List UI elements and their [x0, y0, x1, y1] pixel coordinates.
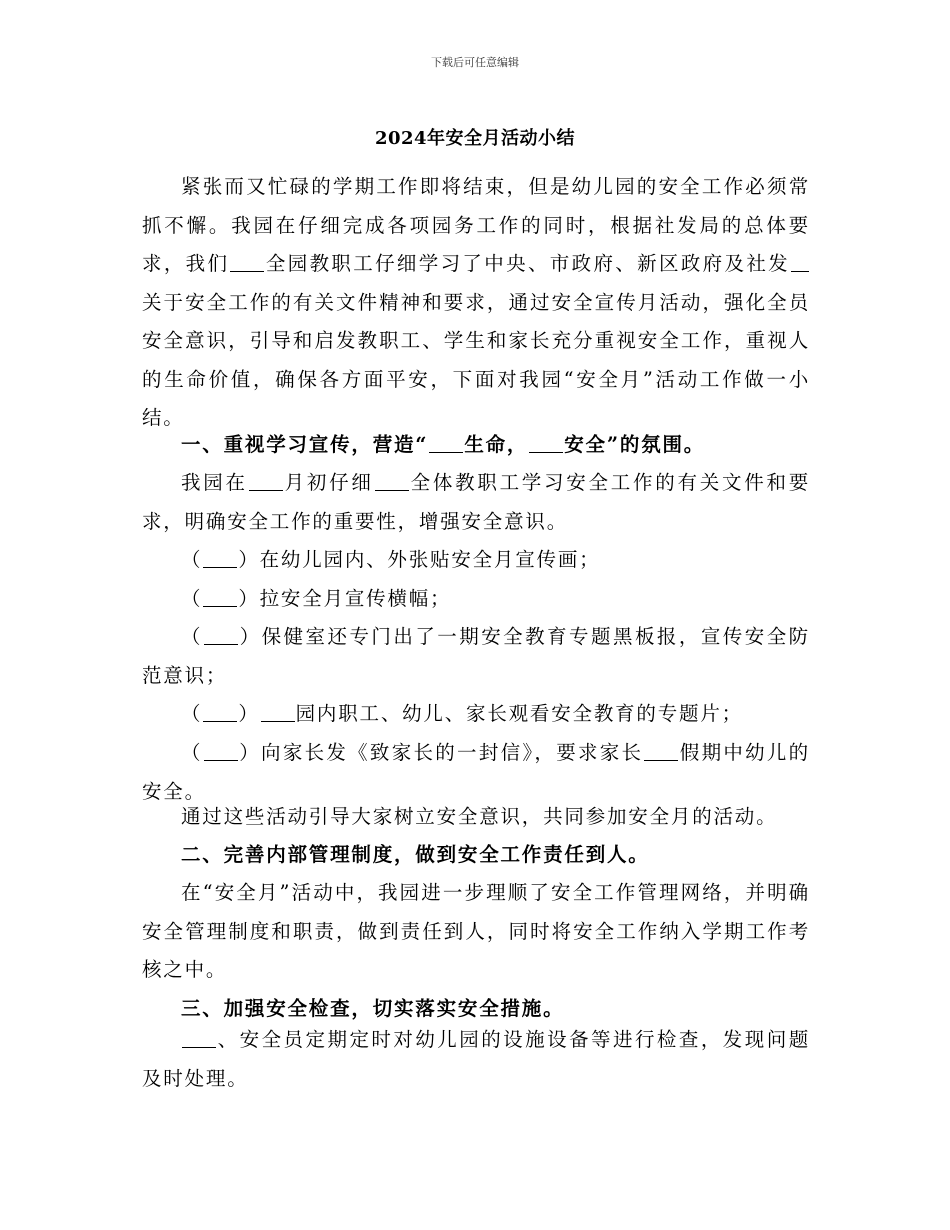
section1-heading — [142, 426, 810, 465]
fill-blank[interactable] — [529, 432, 563, 453]
item-open-paren: （ — [181, 548, 203, 571]
item-open-paren: （ — [181, 587, 203, 610]
section1-summary: 通过这些活动引导大家树立安全意识，共同参加安全月的活动。 — [181, 805, 778, 828]
fill-blank[interactable] — [375, 470, 409, 491]
section1-paragraph — [142, 464, 810, 541]
intro-text-2: 全园教职工仔细学习了中央、市政府、新区政府及社发 — [265, 252, 791, 275]
section1-text-c: 全体教职工学习安全工作的有关文件和要求，明确安全工作的重要性，增强安全意识。 — [142, 471, 811, 533]
intro-text-1: 紧张而又忙碌的学期工作即将结束，但是幼儿园的安全工作必须常抓不懈。我园在仔细完成各项园务工作的同时，根据社发局的总体要求，我们 — [142, 175, 810, 275]
document-title: 2024年安全月活动小结 — [374, 128, 576, 149]
fill-blank[interactable] — [249, 470, 283, 491]
intro-paragraph — [142, 168, 810, 438]
item-open-paren: （ — [181, 625, 203, 648]
item-text: 拉安全月宣传横幅； — [259, 587, 452, 610]
fill-blank[interactable] — [230, 251, 264, 272]
item-text-a: 向家长发《致家长的一封信》，要求家长 — [261, 741, 644, 764]
fill-blank[interactable] — [203, 586, 237, 607]
list-item — [142, 541, 810, 580]
item-close-paren: ） — [238, 702, 260, 725]
section3-paragraph — [142, 1021, 810, 1098]
fill-blank[interactable] — [791, 251, 809, 272]
item-text: 在幼儿园内、外张贴安全月宣传画； — [259, 548, 601, 571]
section3-text: 、安全员定期定时对幼儿园的设施设备等进行检查，发现问题及时处理。 — [142, 1028, 810, 1090]
intro-text-3: 关于安全工作的有关文件精神和要求，通过安全宣传月活动，强化全员安全意识，引导和启发教职工、学生和家长充分重视安全工作，重视人的生命价值，确保各方面平安，下面对我园“安全月”活动工作做一小结。 — [142, 290, 810, 429]
item-close-paren: ） — [238, 587, 260, 610]
item-open-paren: （ — [181, 702, 203, 725]
item-close-paren: ） — [238, 625, 262, 648]
section1-heading-b: 生命， — [464, 433, 529, 456]
fill-blank[interactable] — [182, 1027, 216, 1048]
section2-paragraph: 在“安全月”活动中，我园进一步理顺了安全工作管理网络，并明确安全管理制度和职责，做到责任到人，同时将安全工作纳入学期工作考核之中。 — [142, 881, 810, 981]
item-open-paren: （ — [181, 741, 203, 764]
item-text: 园内职工、幼儿、家长观看安全教育的专题片； — [295, 702, 743, 725]
list-item — [142, 695, 810, 734]
section1-heading-a: 一、重视学习宣传，营造“ — [181, 433, 429, 456]
section2-heading: 二、完善内部管理制度，做到安全工作责任到人。 — [181, 843, 650, 866]
fill-blank[interactable] — [644, 740, 678, 761]
section3-heading: 三、加强安全检查，切实落实安全措施。 — [181, 997, 565, 1020]
item-close-paren: ） — [238, 548, 260, 571]
list-item — [142, 580, 810, 619]
fill-blank[interactable] — [429, 432, 463, 453]
item-text-b: 假期中幼儿的安全。 — [142, 741, 810, 803]
item-close-paren: ） — [238, 741, 262, 764]
section1-text-a: 我园在 — [181, 471, 248, 494]
item-text: 保健室还专门出了一期安全教育专题黑板报，宣传安全防范意识； — [142, 625, 810, 687]
header-note: 下载后可任意编辑 — [431, 56, 519, 69]
fill-blank[interactable] — [204, 740, 238, 761]
list-item — [142, 618, 810, 695]
fill-blank[interactable] — [204, 624, 238, 645]
fill-blank[interactable] — [203, 701, 237, 722]
fill-blank[interactable] — [261, 701, 295, 722]
fill-blank[interactable] — [203, 547, 237, 568]
section1-text-b: 月初仔细 — [283, 471, 374, 494]
section1-heading-c: 安全”的氛围。 — [564, 433, 706, 456]
